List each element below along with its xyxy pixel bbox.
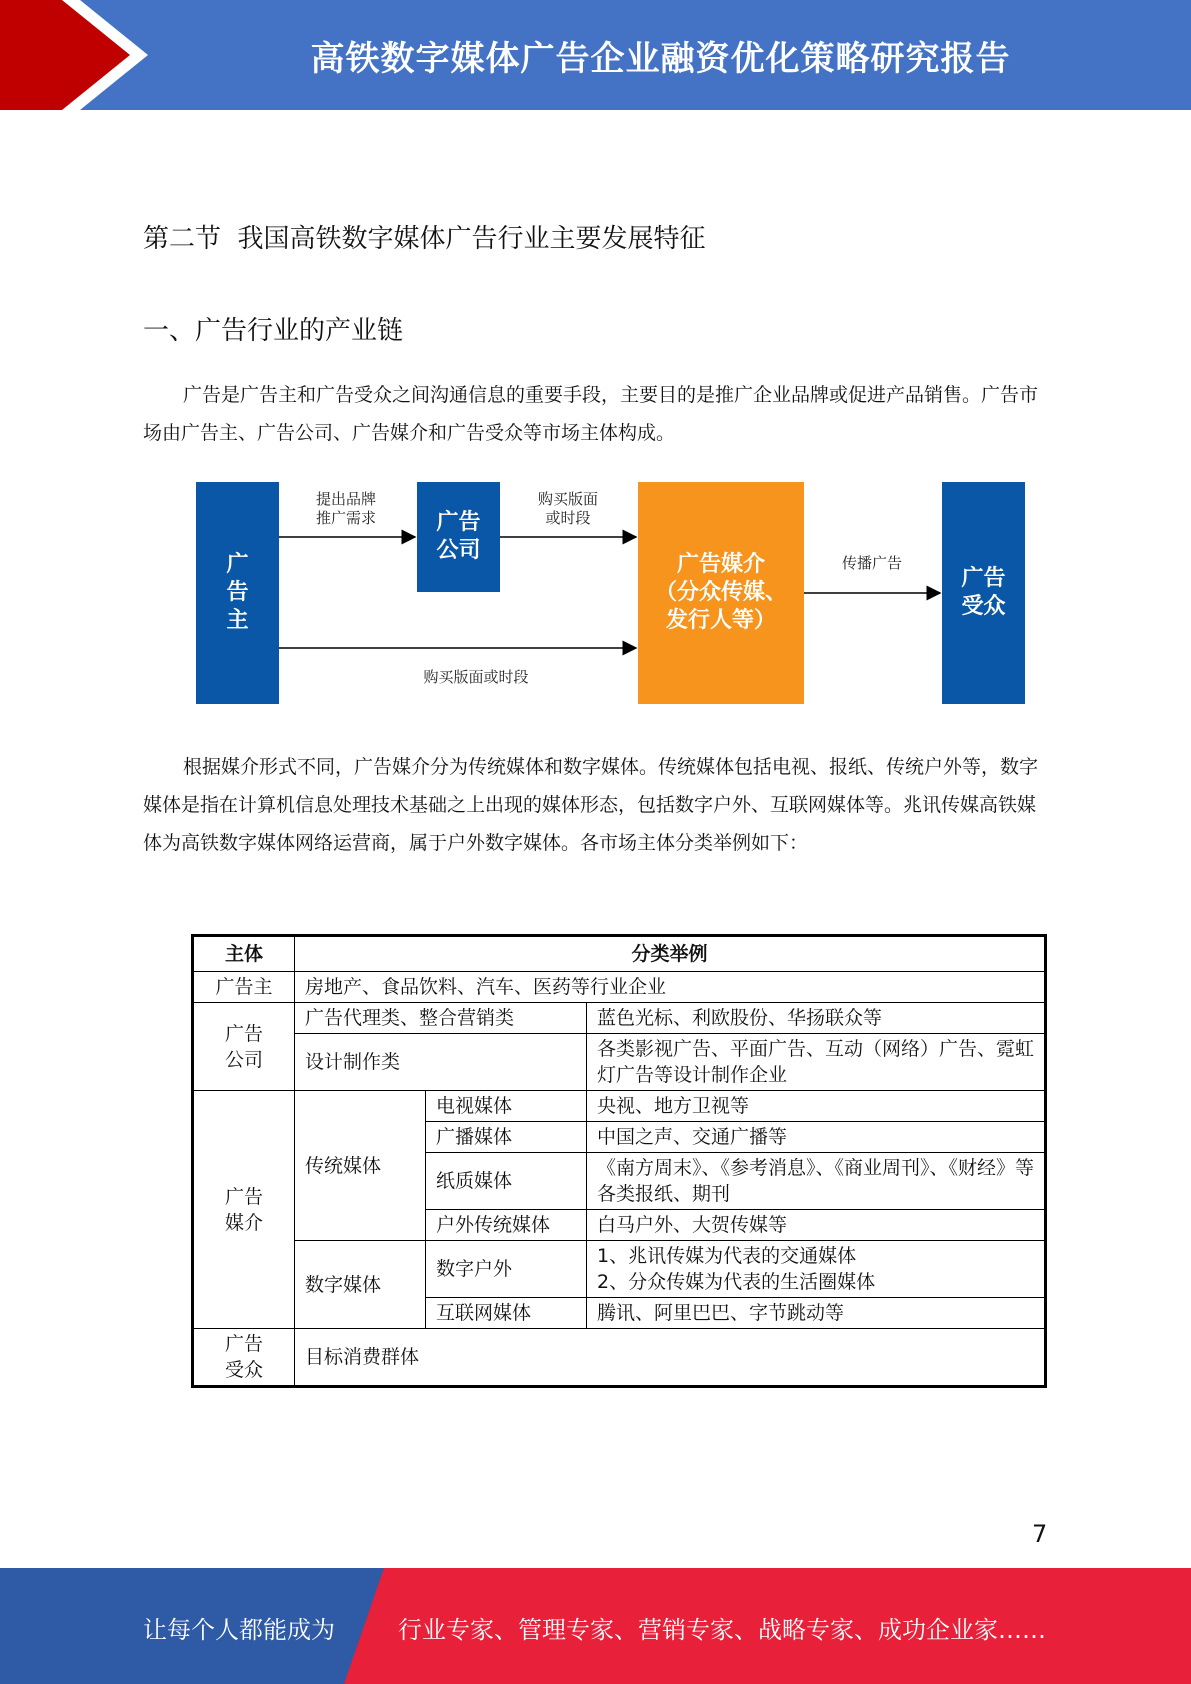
industry-chain-diagram (196, 482, 1026, 704)
audience-box: 广告 受众 (942, 482, 1025, 704)
advertiser-box: 广 告 主 (196, 482, 279, 704)
table-row (193, 1003, 1046, 1034)
advertiser-value: 房地产、食品饮料、汽车、医药等行业企业 (295, 972, 1046, 1003)
media-dooh-value: 1、兆讯传媒为代表的交通媒体 2、分众传媒为代表的生活圈媒体 (587, 1241, 1046, 1298)
label-spread-ad: 传播广告 (841, 554, 902, 572)
agency-box: 广告 公司 (417, 482, 500, 592)
media-tv: 电视媒体 (426, 1091, 587, 1122)
paragraph-media-types: 根据媒介形式不同，广告媒介分为传统媒体和数字媒体。传统媒体包括电视、报纸、传统户外等，数字媒体是指在计算机信息处理技术基础之上出现的媒体形态，包括数字户外、互联网媒体等。兆讯传媒高铁媒体为高铁数字媒体网络运营商，属于户外数字媒体。各市场主体分类举例如下： (143, 756, 1039, 854)
media-box: 广告媒介 （分众传媒、 发行人等） (638, 482, 804, 704)
table-row (193, 972, 1046, 1003)
table-row (193, 1091, 1046, 1122)
media-traditional: 传统媒体 (295, 1091, 426, 1241)
row-label-advertiser: 广告主 (193, 972, 295, 1003)
audience-value: 目标消费群体 (295, 1329, 1046, 1387)
footer-slogan-left: 让每个人都能成为 (143, 1616, 335, 1644)
subsection-title: 一、广告行业的产业链 (143, 316, 404, 346)
agency-type-1: 广告代理类、整合营销类 (295, 1003, 587, 1034)
section-title: 第二节 我国高铁数字媒体广告行业主要发展特征 (143, 224, 706, 254)
table-row (193, 1241, 1046, 1298)
row-label-audience: 广告 受众 (193, 1329, 295, 1387)
media-outdoor-value: 白马户外、大贺传媒等 (587, 1210, 1046, 1241)
media-outdoor: 户外传统媒体 (426, 1210, 587, 1241)
label-brand-demand: 提出品牌 推广需求 (315, 490, 376, 527)
table-header-row (193, 936, 1046, 972)
media-paper: 纸质媒体 (426, 1153, 587, 1210)
media-tv-value: 央视、地方卫视等 (587, 1091, 1046, 1122)
agency-value-1: 蓝色光标、利欧股份、华扬联众等 (587, 1003, 1046, 1034)
table-header-main: 主体 (193, 936, 295, 972)
label-buy-space-bottom: 购买版面或时段 (423, 668, 529, 686)
agency-value-2: 各类影视广告、平面广告、互动（网络）广告、霓虹灯广告等设计制作企业 (587, 1034, 1046, 1091)
header-chevron-decoration (0, 0, 160, 110)
row-label-media: 广告 媒介 (193, 1091, 295, 1329)
agency-type-2: 设计制作类 (295, 1034, 587, 1091)
footer-slogan-right: 行业专家、管理专家、营销专家、战略专家、成功企业家…… (398, 1616, 1046, 1644)
table-row (193, 1329, 1046, 1387)
media-internet-value: 腾讯、阿里巴巴、字节跳动等 (587, 1298, 1046, 1329)
page-number: 7 (1032, 1520, 1048, 1548)
row-label-agency: 广告 公司 (193, 1003, 295, 1091)
market-entities-table (191, 934, 1047, 1388)
media-radio: 广播媒体 (426, 1122, 587, 1153)
media-internet: 互联网媒体 (426, 1298, 587, 1329)
paragraph-intro: 广告是广告主和广告受众之间沟通信息的重要手段，主要目的是推广企业品牌或促进产品销售。广告市场由广告主、广告公司、广告媒介和广告受众等市场主体构成。 (143, 384, 1039, 444)
table-header-example: 分类举例 (295, 936, 1046, 972)
media-digital: 数字媒体 (295, 1241, 426, 1329)
header-title: 高铁数字媒体广告企业融资优化策略研究报告 (310, 38, 1011, 79)
page-header (0, 0, 1191, 110)
media-dooh: 数字户外 (426, 1241, 587, 1298)
table-row (193, 1034, 1046, 1091)
label-buy-space-top: 购买版面 或时段 (537, 490, 598, 527)
media-radio-value: 中国之声、交通广播等 (587, 1122, 1046, 1153)
media-paper-value: 《南方周末》、《参考消息》、《商业周刊》、《财经》等各类报纸、期刊 (587, 1153, 1046, 1210)
